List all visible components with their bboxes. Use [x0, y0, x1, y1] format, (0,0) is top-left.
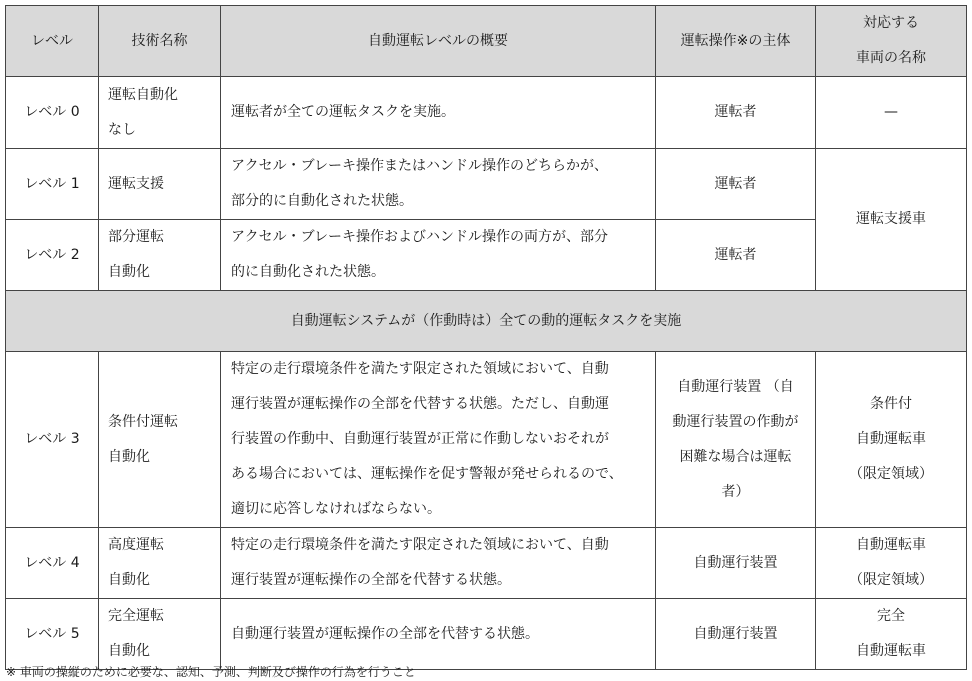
tech-name-cell	[99, 352, 221, 528]
footnote: ※ 車両の操縦のために必要な、認知、予測、判断及び操作の行為を行うこと	[6, 665, 416, 679]
actor-cell: 運転者	[656, 77, 816, 149]
overview-cell	[221, 599, 656, 670]
header-vehicle-line: 車両の名称	[856, 50, 926, 66]
actor-cell: 自動運行装置	[656, 528, 816, 599]
actor-line: 者）	[721, 483, 750, 500]
band-text: 自動運転システムが（作動時は）全ての動的運転タスクを実施	[6, 291, 967, 352]
tech-name-line: 完全運転	[108, 608, 164, 624]
level-cell: レベル 3	[6, 352, 99, 528]
header-level: レベル	[6, 6, 99, 77]
header-vehicle-line: 対応する	[863, 15, 919, 31]
overview-cell	[221, 352, 656, 528]
actor-line: 動運行装置の作動が	[672, 413, 799, 430]
overview-line: 適切に応答しなければならない。	[231, 501, 441, 517]
vehicle-cell: 運転支援車	[816, 149, 967, 291]
overview-cell	[221, 220, 656, 291]
overview-line: 特定の走行環境条件を満たす限定された領域において、自動	[231, 537, 609, 553]
overview-line: 行装置の作動中、自動運行装置が正常に作動しないおそれが	[231, 431, 609, 447]
table-row	[6, 599, 967, 670]
vehicle-line: 完全	[877, 608, 905, 624]
actor-cell: 運転者	[656, 149, 816, 220]
level-cell: レベル 5	[6, 599, 99, 670]
overview-line: アクセル・ブレーキ操作またはハンドル操作のどちらかが、	[231, 158, 609, 174]
overview-cell	[221, 149, 656, 220]
overview-line: 部分的に自動化された状態。	[231, 193, 413, 209]
tech-name-cell	[99, 149, 221, 220]
tech-name-cell	[99, 77, 221, 149]
table-row	[6, 149, 967, 220]
tech-name-line: なし	[108, 121, 136, 138]
vehicle-cell	[816, 528, 967, 599]
level-cell: レベル 4	[6, 528, 99, 599]
actor-cell: 運転者	[656, 220, 816, 291]
overview-line: 自動運行装置が運転操作の全部を代替する状態。	[231, 625, 539, 642]
overview-cell	[221, 528, 656, 599]
overview-line: アクセル・ブレーキ操作およびハンドル操作の両方が、部分	[231, 229, 609, 245]
overview-line: 特定の走行環境条件を満たす限定された領域において、自動	[231, 361, 609, 377]
header-vehicle	[816, 6, 967, 77]
header-overview: 自動運転レベルの概要	[221, 6, 656, 77]
tech-name-cell	[99, 599, 221, 670]
vehicle-line: 自動運転車	[856, 431, 926, 447]
tech-name-cell	[99, 220, 221, 291]
overview-cell	[221, 77, 656, 149]
vehicle-line: 条件付	[870, 396, 912, 412]
vehicle-cell	[816, 599, 967, 670]
level-cell: レベル 0	[6, 77, 99, 149]
header-actor: 運転操作※の主体	[656, 6, 816, 77]
level-cell: レベル 1	[6, 149, 99, 220]
header-tech-name: 技術名称	[99, 6, 221, 77]
vehicle-cell	[816, 352, 967, 528]
table-row	[6, 352, 967, 528]
header-row	[6, 6, 967, 77]
level-cell: レベル 2	[6, 220, 99, 291]
tech-name-line: 運転支援	[108, 175, 164, 192]
overview-line: 運転者が全ての運転タスクを実施。	[231, 104, 455, 120]
vehicle-line: 自動運転車	[856, 537, 926, 553]
table-row	[6, 528, 967, 599]
tech-name-line: 部分運転	[108, 229, 164, 245]
automation-level-table	[5, 5, 967, 670]
vehicle-line: 自動運転車	[856, 643, 926, 659]
vehicle-line: （限定領域）	[849, 466, 933, 482]
vehicle-line: （限定領域）	[849, 572, 933, 588]
tech-name-line: 高度運転	[108, 537, 164, 553]
actor-cell: 自動運行装置	[656, 599, 816, 670]
actor-line: 自動運行装置 （自	[677, 378, 794, 395]
overview-line: 運行装置が運転操作の全部を代替する状態。	[231, 572, 511, 588]
overview-line: ある場合においては、運転操作を促す警報が発せられるので、	[231, 466, 623, 482]
tech-name-line: 自動化	[108, 643, 150, 659]
band-row	[6, 291, 967, 352]
overview-line: 的に自動化された状態。	[231, 264, 385, 280]
vehicle-cell: —	[816, 77, 967, 149]
tech-name-line: 自動化	[108, 264, 150, 280]
actor-cell	[656, 352, 816, 528]
tech-name-line: 条件付運転	[108, 413, 178, 430]
table-row	[6, 77, 967, 149]
tech-name-line: 自動化	[108, 448, 150, 465]
actor-line: 困難な場合は運転	[679, 448, 792, 465]
tech-name-line: 自動化	[108, 572, 150, 588]
overview-line: 運行装置が運転操作の全部を代替する状態。ただし、自動運	[231, 396, 609, 412]
tech-name-line: 運転自動化	[108, 86, 178, 103]
tech-name-cell	[99, 528, 221, 599]
